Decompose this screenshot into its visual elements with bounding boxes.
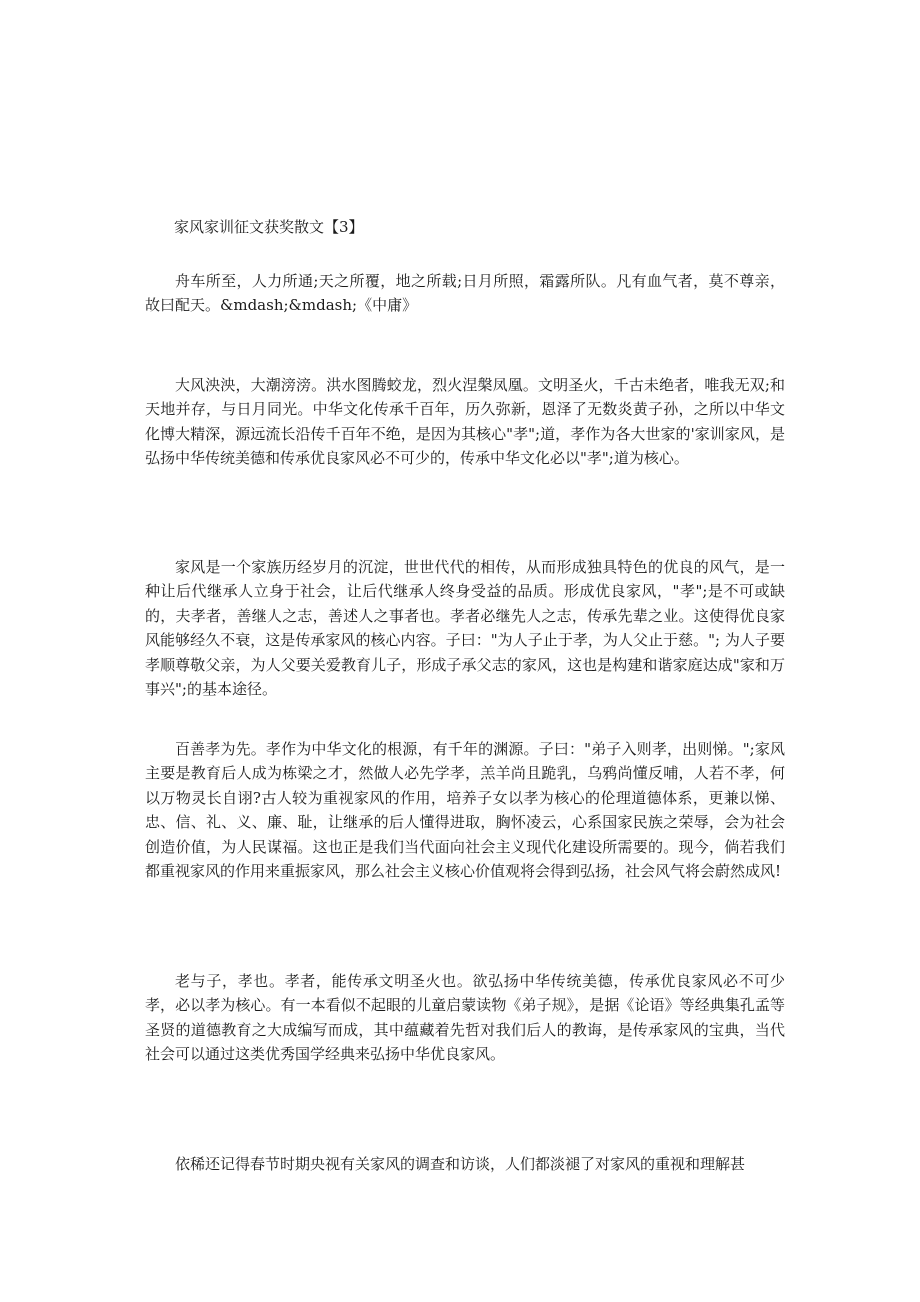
paragraph-filial-piety: 百善孝为先。孝作为中华文化的根源，有千年的渊源。子曰："弟子入则孝，出则悌。";家风主要是教育后人成为栋梁之才，然做人必先学孝，羔羊尚且跪乳，乌鸦尚懂反哺，人若不孝，何以万物灵长自诩?古人较为重视家风的作用，培养子女以孝为核心的伦理道德体系，更兼以悌、忠、信、礼、义、廉、耻，让继承的后人懂得进取，胸怀凌云，心系国家民族之荣辱，会为社会创造价值，为人民谋福。这也正是我们当代面向社会主义现代化建设所需要的。现今，倘若我们都重视家风的作用来重振家风，那么社会主义核心价值观将会得到弘扬，社会风气将会蔚然成风!	[145, 740, 785, 881]
document-title: 家风家训征文获奖散文【3】	[174, 218, 364, 236]
paragraph-spring-festival: 依稀还记得春节时期央视有关家风的调查和访谈，人们都淡褪了对家风的重视和理解甚	[175, 1155, 746, 1173]
paragraph-zhongyong-quote: 舟车所至，人力所通;天之所覆，地之所载;日月所照，霜露所队。凡有血气者，莫不尊亲，故曰配天。&mdash;&mdash;《中庸》	[145, 272, 785, 315]
paragraph-chinese-culture: 大风泱泱，大潮滂滂。洪水图腾蛟龙，烈火涅槃凤凰。文明圣火，千古未绝者，唯我无双;和天地并存，与日月同光。中华文化传承千百年，历久弥新，恩泽了无数炎黄子孙，之所以中华文化博大精深，源远流长沿传千百年不绝，是因为其核心"孝";道，孝作为各大世家的'家训家风，是弘扬中华传统美德和传承优良家风必不可少的，传承中华文化必以"孝";道为核心。	[145, 376, 785, 468]
paragraph-family-tradition: 家风是一个家族历经岁月的沉淀，世世代代的相传，从而形成独具特色的优良的风气，是一种让后代继承人立身于社会，让后代继承人终身受益的品质。形成优良家风，"孝";是不可或缺的，夫孝者，善继人之志，善述人之事者也。孝者必继先人之志，传承先辈之业。这使得优良家风能够经久不衰，这是传承家风的核心内容。子曰："为人子止于孝，为人父止于慈。"; 为人子要孝顺尊敬父亲，为人父要关爱教育儿子，形成子承父志的家风，这也是构建和谐家庭达成"家和万事兴";的基本途径。	[145, 558, 785, 699]
paragraph-dizigui: 老与子，孝也。孝者，能传承文明圣火也。欲弘扬中华传统美德，传承优良家风必不可少孝，必以孝为核心。有一本看似不起眼的儿童启蒙读物《弟子规》，是据《论语》等经典集孔孟等圣贤的道德教育之大成编写而成，其中蕴藏着先哲对我们后人的教诲，是传承家风的宝典，当代社会可以通过这类优秀国学经典来弘扬中华优良家风。	[145, 972, 785, 1064]
